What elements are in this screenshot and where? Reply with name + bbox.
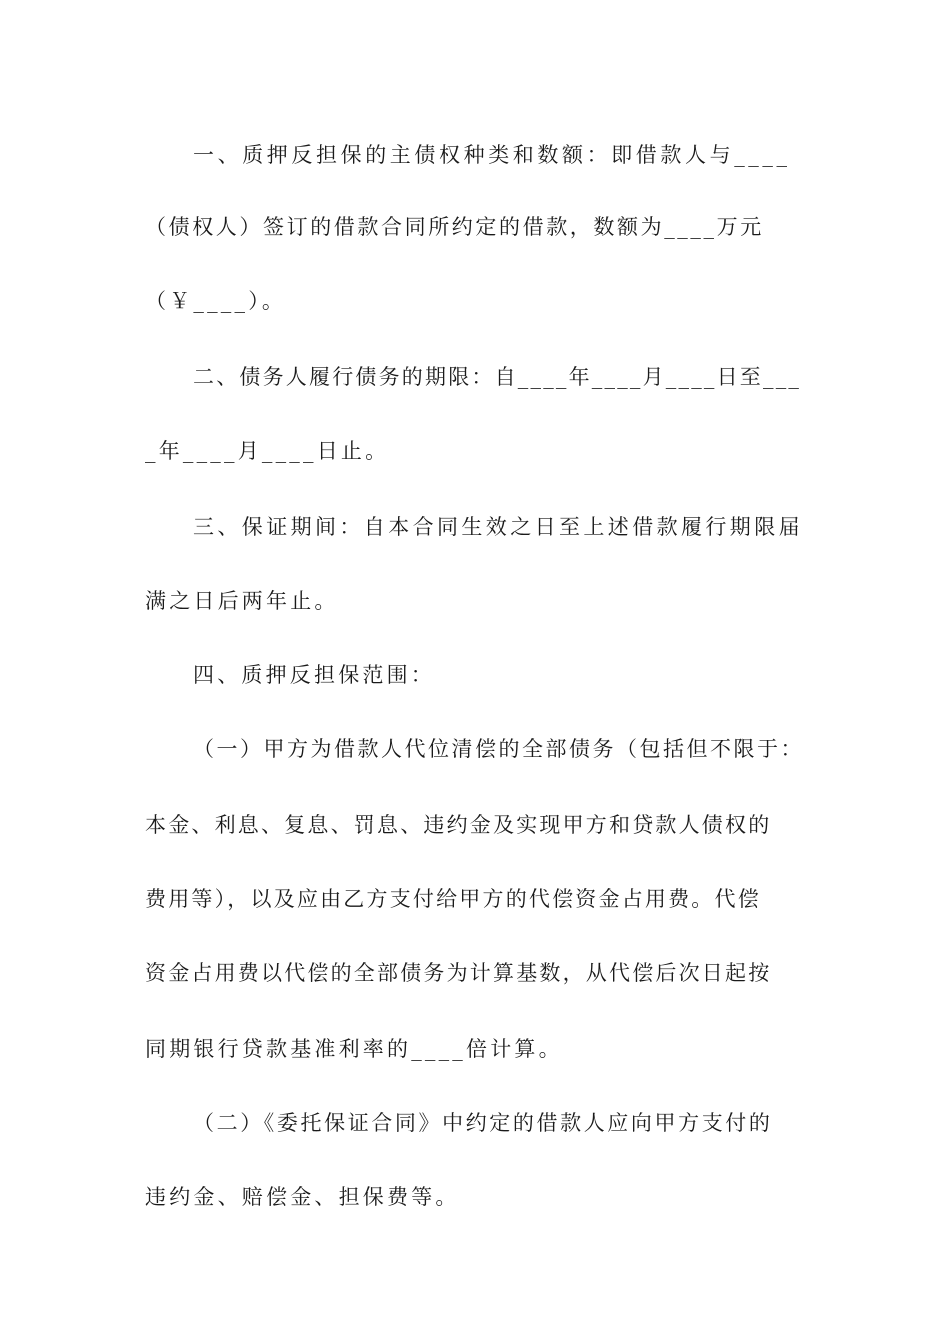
clause-4-item-1-line-3: 费用等），以及应由乙方支付给甲方的代偿资金占用费。代偿	[145, 887, 761, 911]
clause-4-item-1-line-5: 同期银行贷款基准利率的____倍计算。	[145, 1037, 563, 1061]
clause-4-item-1-line-2: 本金、利息、复息、罚息、违约金及实现甲方和贷款人债权的	[145, 813, 772, 837]
clause-2-line-2: _年____月____日止。	[145, 439, 390, 463]
clause-4-item-1-line-1: （一）甲方为借款人代位清偿的全部债务（包括但不限于：	[193, 737, 804, 761]
clause-4-item-1-line-4: 资金占用费以代偿的全部债务为计算基数，从代偿后次日起按	[145, 961, 772, 985]
clause-3-line-2: 满之日后两年止。	[145, 589, 339, 613]
clause-2-line-1: 二、债务人履行债务的期限：自____年____月____日至___	[193, 365, 802, 389]
clause-1-line-2: （债权人）签订的借款合同所约定的借款，数额为____万元	[145, 215, 764, 239]
clause-4-item-2-line-2: 违约金、赔偿金、担保费等。	[145, 1185, 460, 1209]
clause-1-line-1: 一、质押反担保的主债权种类和数额：即借款人与____	[193, 143, 791, 167]
clause-1-line-3: （￥____）。	[145, 289, 287, 313]
clause-3-line-1: 三、保证期间：自本合同生效之日至上述借款履行期限届	[193, 515, 803, 539]
clause-4-heading: 四、质押反担保范围：	[193, 663, 435, 687]
clause-4-item-2-line-1: （二）《委托保证合同》中约定的借款人应向甲方支付的	[193, 1111, 773, 1135]
